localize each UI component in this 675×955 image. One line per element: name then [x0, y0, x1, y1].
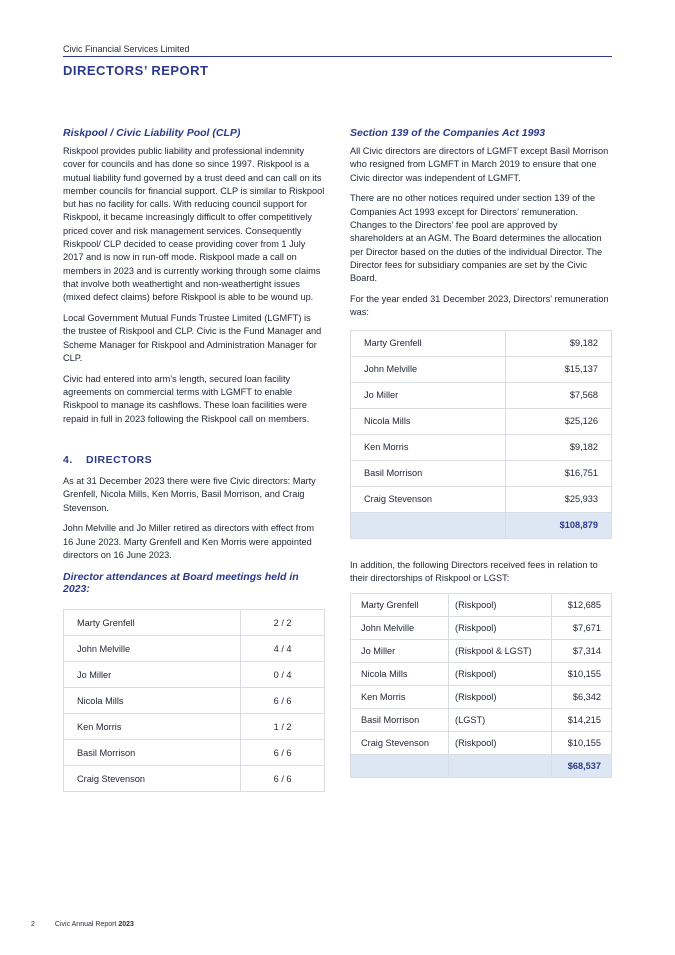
attendance-value: 0 / 4	[241, 662, 325, 688]
director-name: Ken Morris	[351, 686, 449, 709]
left-column	[63, 127, 325, 792]
total-label-cell	[351, 512, 506, 538]
fees-table	[350, 593, 612, 778]
fee-amount: $7,314	[552, 640, 612, 663]
attendance-value: 6 / 6	[241, 740, 325, 766]
director-name: Nicola Mills	[351, 663, 449, 686]
table-row	[351, 617, 612, 640]
fees-intro: In addition, the following Directors received fees in relation to their directorships of Riskpool or LGST:	[350, 559, 598, 583]
table-row	[64, 766, 325, 792]
page-number: 2	[31, 921, 35, 928]
remuneration-amount: $25,933	[505, 486, 611, 512]
director-name: Marty Grenfell	[351, 330, 506, 356]
total-spacer-cell	[449, 755, 552, 778]
director-name: Nicola Mills	[351, 408, 506, 434]
director-name: John Melville	[64, 636, 241, 662]
fee-amount: $10,155	[552, 663, 612, 686]
remuneration-intro: For the year ended 31 December 2023, Directors’ remuneration was:	[350, 293, 609, 318]
attendance-value: 1 / 2	[241, 714, 325, 740]
director-name: Craig Stevenson	[351, 486, 506, 512]
page-footer	[31, 921, 134, 928]
report-label: Civic Annual Report	[54, 921, 117, 928]
director-name: Ken Morris	[351, 434, 506, 460]
remuneration-amount: $15,137	[505, 356, 611, 382]
table-row	[351, 408, 612, 434]
director-name: Basil Morrison	[64, 740, 241, 766]
fee-amount: $10,155	[552, 732, 612, 755]
riskpool-paragraph-1: Riskpool provides public liability and professional indemnity cover for councils and has done so since 1997. Riskpool is a mutual liability fund governed by a trust deed and can call on its member councils for financial support. CLP is similar to Riskpool but has no facility for calls. With reducing council support for Riskpool, it became increasingly difficult to offer competitively priced cover and risk management services. Consequently Riskpool/ CLP decided to cease providing cover from 1 July 2017 and is now in run-off mode. Riskpool made a call on members in 2023 and is currently working through some claims that involve both weathertight and non-weathertight issues (mixed defect claims) before Riskpool is able to be wound up.	[63, 146, 325, 303]
section-139-paragraph-1: All Civic directors are directors of LGMFT except Basil Morrison who resigned from LGMFT in March 2019 to ensure that one Civic director was independent of LGMFT.	[350, 146, 609, 183]
directors-heading	[63, 454, 325, 466]
total-row	[351, 755, 612, 778]
director-name: John Melville	[351, 356, 506, 382]
table-row	[351, 663, 612, 686]
fee-organisation: (Riskpool)	[449, 686, 552, 709]
attendance-value: 4 / 4	[241, 636, 325, 662]
fee-amount: $7,671	[552, 617, 612, 640]
remuneration-amount: $16,751	[505, 460, 611, 486]
header-rule	[63, 56, 612, 57]
page-title: DIRECTORS’ REPORT	[63, 63, 209, 78]
table-row	[351, 330, 612, 356]
table-row	[351, 460, 612, 486]
director-name: Ken Morris	[64, 714, 241, 740]
company-name: Civic Financial Services Limited	[63, 44, 190, 54]
table-row	[351, 732, 612, 755]
attendance-table	[63, 609, 325, 792]
table-row	[64, 714, 325, 740]
director-name: Craig Stevenson	[64, 766, 241, 792]
director-name: Marty Grenfell	[351, 594, 449, 617]
table-row	[64, 610, 325, 636]
directors-section-number: 4.	[63, 453, 73, 466]
table-row	[351, 434, 612, 460]
fee-organisation: (Riskpool)	[449, 663, 552, 686]
fee-amount: $6,342	[552, 686, 612, 709]
director-name: Basil Morrison	[351, 460, 506, 486]
directors-heading-text: DIRECTORS	[86, 453, 153, 466]
attendance-value: 6 / 6	[241, 766, 325, 792]
remuneration-amount: $9,182	[505, 434, 611, 460]
director-name: Jo Miller	[351, 382, 506, 408]
table-row	[351, 594, 612, 617]
table-row	[351, 686, 612, 709]
table-row	[351, 356, 612, 382]
total-row	[351, 512, 612, 538]
attendance-heading: Director attendances at Board meetings held in 2023:	[63, 571, 299, 596]
fees-total: $68,537	[552, 755, 612, 778]
director-name: Basil Morrison	[351, 709, 449, 732]
remuneration-amount: $7,568	[505, 382, 611, 408]
director-name: Marty Grenfell	[64, 610, 241, 636]
director-name: Nicola Mills	[64, 688, 241, 714]
riskpool-paragraph-3: Civic had entered into arm’s length, secured loan facility agreements on commercial terms with LGMFT to enable Riskpool to manage its cashflows. These loan facilities were repaid in full in 2023 following the Riskpool call on members.	[63, 373, 310, 424]
riskpool-paragraph-2: Local Government Mutual Funds Trustee Limited (LGMFT) is the trustee of Riskpool and CLP. Civic is the Fund Manager and Scheme Manager for Riskpool and Administration Manager for CLP.	[63, 313, 322, 363]
fee-organisation: (Riskpool)	[449, 732, 552, 755]
remuneration-amount: $25,126	[505, 408, 611, 434]
director-name: Jo Miller	[64, 662, 241, 688]
director-name: John Melville	[351, 617, 449, 640]
fee-organisation: (Riskpool & LGST)	[449, 640, 552, 663]
director-name: Jo Miller	[351, 640, 449, 663]
remuneration-amount: $9,182	[505, 330, 611, 356]
remuneration-table	[350, 330, 612, 539]
table-row	[64, 740, 325, 766]
fee-organisation: (LGST)	[449, 709, 552, 732]
total-label-cell	[351, 755, 449, 778]
report-year: 2023	[118, 921, 134, 928]
directors-paragraph-2: John Melville and Jo Miller retired as directors with effect from 16 June 2023. Marty Grenfell and Ken Morris were appointed directors on 16 June 2023.	[63, 523, 315, 560]
table-row	[64, 662, 325, 688]
fee-amount: $14,215	[552, 709, 612, 732]
table-row	[64, 636, 325, 662]
fee-organisation: (Riskpool)	[449, 594, 552, 617]
table-row	[351, 709, 612, 732]
fee-organisation: (Riskpool)	[449, 617, 552, 640]
attendance-value: 6 / 6	[241, 688, 325, 714]
remuneration-total: $108,879	[505, 512, 611, 538]
directors-paragraph-1: As at 31 December 2023 there were five Civic directors: Marty Grenfell, Nicola Mills, Ken Morris, Basil Morrison, and Craig Stevenson.	[63, 475, 316, 513]
table-row	[351, 382, 612, 408]
table-row	[351, 640, 612, 663]
fee-amount: $12,685	[552, 594, 612, 617]
section-139-paragraph-2: There are no other notices required under section 139 of the Companies Act 1993 except for Directors’ remuneration. Changes to the Directors’ fee pool are approved by shareholders at an AGM. The Board determines the allocation per Director based on the duties of the individual Director. The Director fees for subsidiary companies are set by the Civic Board.	[350, 193, 603, 284]
section-139-heading: Section 139 of the Companies Act 1993	[350, 127, 546, 139]
director-name: Craig Stevenson	[351, 732, 449, 755]
attendance-value: 2 / 2	[241, 610, 325, 636]
table-row	[64, 688, 325, 714]
table-row	[351, 486, 612, 512]
right-column	[350, 127, 612, 778]
riskpool-heading: Riskpool / Civic Liability Pool (CLP)	[63, 127, 241, 139]
